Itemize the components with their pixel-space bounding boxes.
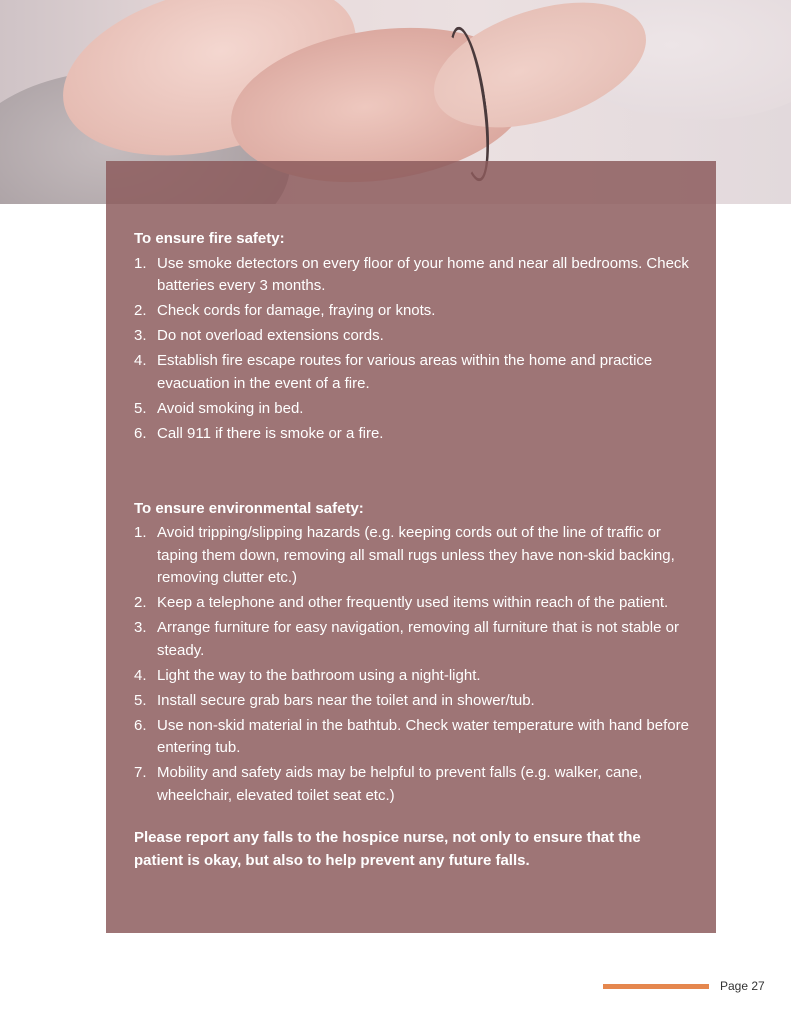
list-item bbox=[134, 398, 694, 421]
list-text: Install secure grab bars near the toilet and in shower/tub. bbox=[157, 691, 535, 709]
list-item bbox=[134, 762, 694, 807]
list-text: Avoid smoking in bed. bbox=[157, 399, 304, 417]
environmental-safety-section bbox=[134, 498, 694, 808]
list-number: 4. bbox=[134, 666, 147, 684]
environmental-safety-list bbox=[134, 522, 694, 807]
list-number: 6. bbox=[134, 424, 147, 442]
fire-safety-heading: To ensure fire safety: bbox=[134, 230, 285, 247]
list-item bbox=[134, 665, 694, 688]
list-item bbox=[134, 300, 694, 323]
list-number: 1. bbox=[134, 524, 147, 541]
list-number: 2. bbox=[134, 594, 147, 611]
fire-safety-list bbox=[134, 253, 694, 446]
list-text: Call 911 if there is smoke or a fire. bbox=[157, 424, 384, 442]
list-text: Arrange furniture for easy navigation, removing all furniture that is not stable or steady. bbox=[157, 619, 679, 659]
list-text: Check cords for damage, fraying or knots. bbox=[157, 302, 436, 319]
list-number: 7. bbox=[134, 764, 147, 781]
list-item bbox=[134, 690, 694, 713]
section-spacer bbox=[134, 448, 694, 498]
list-text: Use non-skid material in the bathtub. Check water temperature with hand before entering tub. bbox=[157, 716, 689, 756]
list-number: 3. bbox=[134, 327, 147, 344]
footer-accent-bar bbox=[603, 984, 709, 989]
list-text: Mobility and safety aids may be helpful to prevent falls (e.g. walker, cane, wheelchair, elevated toilet seat etc.) bbox=[157, 764, 643, 804]
list-number: 1. bbox=[134, 254, 147, 272]
list-text: Avoid tripping/slipping hazards (e.g. keeping cords out of the line of traffic or taping them down, removing all small rugs unless they have non-skid backing, removing clutter etc.) bbox=[157, 524, 675, 586]
list-number: 4. bbox=[134, 352, 147, 369]
list-text: Keep a telephone and other frequently used items within reach of the patient. bbox=[157, 594, 669, 611]
safety-content bbox=[134, 228, 694, 872]
list-text: Establish fire escape routes for various areas within the home and practice evacuation in the event of a fire. bbox=[157, 352, 653, 392]
list-item bbox=[134, 592, 694, 615]
list-item bbox=[134, 325, 694, 348]
list-item bbox=[134, 522, 694, 590]
list-item bbox=[134, 253, 694, 298]
list-number: 5. bbox=[134, 691, 147, 709]
fire-safety-section bbox=[134, 228, 694, 445]
list-number: 5. bbox=[134, 399, 147, 417]
page-number: Page 27 bbox=[720, 979, 765, 993]
list-item bbox=[134, 423, 694, 446]
list-number: 2. bbox=[134, 302, 147, 319]
list-number: 3. bbox=[134, 619, 147, 636]
list-text: Light the way to the bathroom using a night-light. bbox=[157, 666, 481, 684]
closing-note: Please report any falls to the hospice nurse, not only to ensure that the patient is okay, but also to help prevent any future falls. bbox=[134, 829, 641, 869]
list-text: Use smoke detectors on every floor of your home and near all bedrooms. Check batteries every 3 months. bbox=[157, 254, 689, 294]
list-item bbox=[134, 715, 694, 760]
list-item bbox=[134, 617, 694, 662]
list-text: Do not overload extensions cords. bbox=[157, 327, 384, 344]
list-number: 6. bbox=[134, 716, 147, 734]
list-item bbox=[134, 350, 694, 395]
environmental-safety-heading: To ensure environmental safety: bbox=[134, 499, 364, 517]
